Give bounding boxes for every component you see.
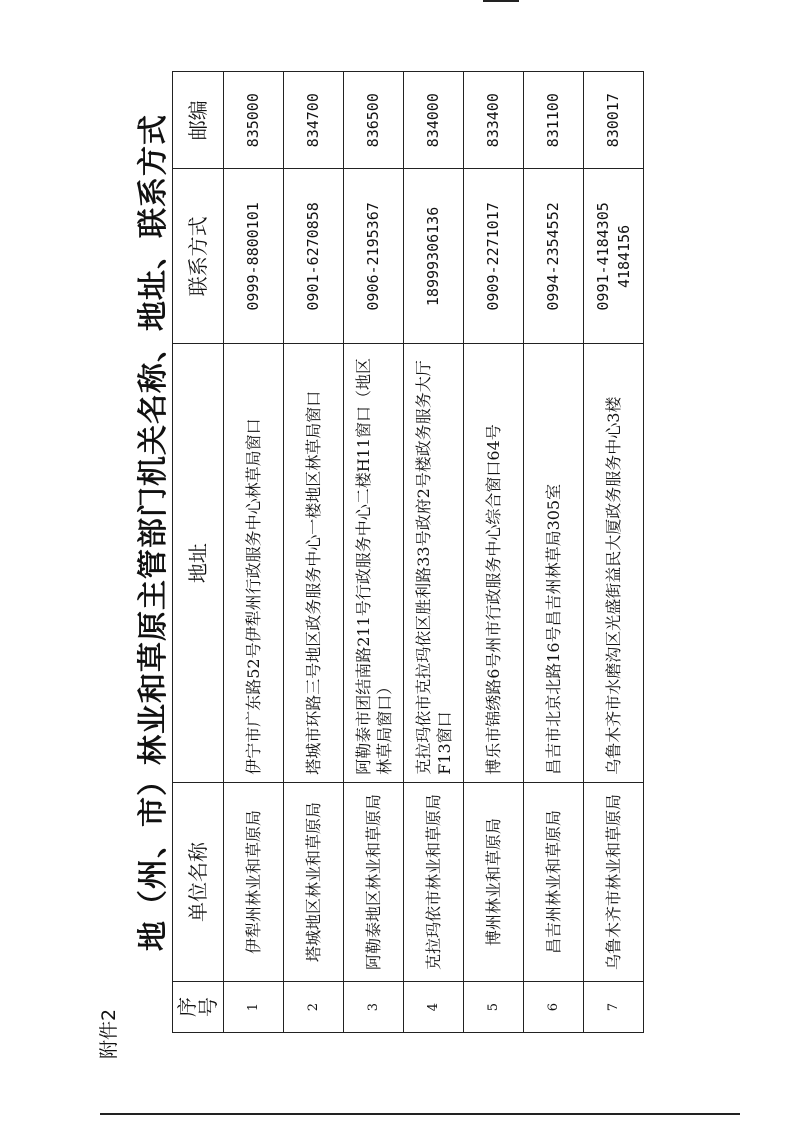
row-no: 1 (224, 982, 284, 1033)
row-contact: 0901-6270858 (284, 169, 344, 344)
table-row (224, 72, 284, 1033)
table-row (584, 72, 644, 1033)
header-contact: 联系方式 (173, 169, 224, 344)
row-address: 昌吉市北京北路16号昌吉州林草局305室 (524, 344, 584, 782)
row-unit-name: 克拉玛依市林业和草原局 (404, 782, 464, 981)
header-unit-name: 单位名称 (173, 782, 224, 981)
row-contact: 0999-8800101 (224, 169, 284, 344)
row-unit-name: 博州林业和草原局 (464, 782, 524, 981)
row-address: 伊宁市广东路52号伊犁州行政服务中心林草局窗口 (224, 344, 284, 782)
row-address: 博乐市锦绣路6号州市行政服务中心综合窗口64号 (464, 344, 524, 782)
row-address: 塔城市环路三号地区政务服务中心一楼地区林草局窗口 (284, 344, 344, 782)
row-no: 6 (524, 982, 584, 1033)
row-no: 4 (404, 982, 464, 1033)
contact-table (172, 71, 644, 1033)
row-postcode: 834700 (284, 72, 344, 169)
row-unit-name: 伊犁州林业和草原局 (224, 782, 284, 981)
table-row (344, 72, 404, 1033)
row-postcode: 831100 (524, 72, 584, 169)
header-address: 地址 (173, 344, 224, 782)
row-postcode: 836500 (344, 72, 404, 169)
header-postcode: 邮编 (173, 72, 224, 169)
row-contact: 0909-2271017 (464, 169, 524, 344)
row-postcode: 835000 (224, 72, 284, 169)
table-row (404, 72, 464, 1033)
document-title: 地（州、市）林业和草原主管部门机关名称、地址、联系方式 (136, 114, 171, 951)
row-no: 7 (584, 982, 644, 1033)
row-no: 2 (284, 982, 344, 1033)
table-header-row (173, 72, 224, 1033)
row-address: 克拉玛依市克拉玛依区胜利路33号政府2号楼政务服务大厅F13窗口 (404, 344, 464, 782)
table-row (284, 72, 344, 1033)
row-address: 乌鲁木齐市水磨沟区光盛街益民大厦政务服务中心3楼 (584, 344, 644, 782)
row-postcode: 830017 (584, 72, 644, 169)
row-unit-name: 塔城地区林业和草原局 (284, 782, 344, 981)
row-postcode: 833400 (464, 72, 524, 169)
row-unit-name: 乌鲁木齐市林业和草原局 (584, 782, 644, 981)
row-no: 3 (344, 982, 404, 1033)
header-no: 序号 (173, 982, 224, 1033)
row-postcode: 834000 (404, 72, 464, 169)
row-address: 阿勒泰市团结南路211号行政服务中心二楼H11窗口（地区林草局窗口） (344, 344, 404, 782)
row-unit-name: 阿勒泰地区林业和草原局 (344, 782, 404, 981)
table-row (524, 72, 584, 1033)
row-unit-name: 昌吉州林业和草原局 (524, 782, 584, 981)
table-row (464, 72, 524, 1033)
row-contact: 18999306136 (404, 169, 464, 344)
row-contact: 0994-2354552 (524, 169, 584, 344)
row-contact: 0991-4184305 4184156 (584, 169, 644, 344)
row-no: 5 (464, 982, 524, 1033)
row-contact: 0906-2195367 (344, 169, 404, 344)
attachment-label: 附件2 (98, 1008, 120, 1059)
